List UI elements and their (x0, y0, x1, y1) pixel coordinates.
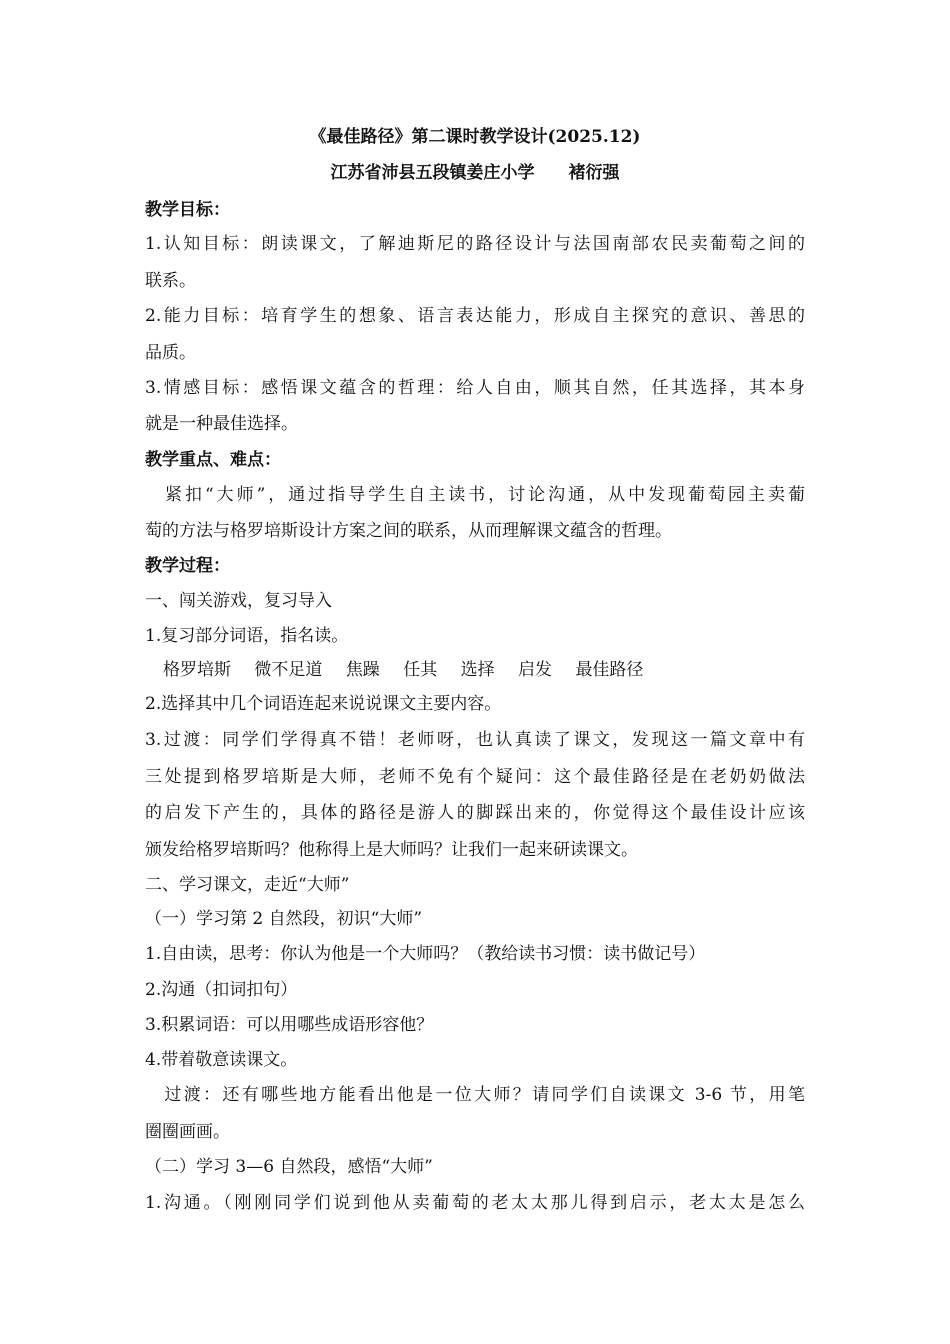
subsection-1-item-4: 4.带着敬意读课文。 (145, 1050, 298, 1070)
objectives-heading: 教学目标： (145, 200, 230, 220)
vocab-word: 格罗培斯 (163, 660, 231, 680)
vocab-word: 选择 (460, 660, 495, 680)
transition-line-1: 过渡：还有哪些地方能看出他是一位大师？请同学们自读课文 3-6 节，用笔 (145, 1085, 805, 1105)
objective-1-line-2: 联系。 (145, 271, 196, 291)
part-1-item-3-line-1: 3.过渡：同学们学得真不错！老师呀，也认真读了课文，发现这一篇文章中有 (145, 730, 805, 750)
transition-line-2: 圈圈画画。 (145, 1122, 230, 1142)
vocab-word: 微不足道 (254, 660, 323, 680)
author-line: 江苏省沛县五段镇姜庄小学 褚衍强 (330, 163, 620, 183)
vocab-word: 焦躁 (345, 660, 380, 680)
objective-3-line-2: 就是一种最佳选择。 (145, 414, 298, 434)
keypoints-line-1: 紧扣“大师”，通过指导学生自主读书，讨论沟通，从中发现葡萄园主卖葡 (145, 485, 805, 505)
part-1-item-3-line-3: 的启发下产生的，具体的路径是游人的脚踩出来的，你觉得这个最佳设计应该 (145, 803, 805, 823)
subsection-2-heading: （二）学习 3—6 自然段，感悟“大师” (145, 1157, 433, 1177)
keypoints-line-2: 萄的方法与格罗培斯设计方案之间的联系，从而理解课文蕴含的哲理。 (145, 521, 672, 541)
part-2-heading: 二、学习课文，走近“大师” (145, 875, 350, 895)
vocab-word: 任其 (403, 660, 438, 680)
keypoints-heading: 教学重点、难点： (145, 450, 281, 470)
vocab-word: 最佳路径 (575, 660, 644, 680)
objective-2-line-2: 品质。 (145, 343, 196, 363)
vocab-word: 启发 (518, 660, 553, 680)
subsection-1-heading: （一）学习第 2 自然段，初识“大师” (145, 909, 423, 929)
process-heading: 教学过程： (145, 556, 230, 576)
part-1-item-3-line-4: 颁发给格罗培斯吗？他称得上是大师吗？让我们一起来研读课文。 (145, 840, 638, 860)
document-title: 《最佳路径》第二课时教学设计(2025.12) (309, 127, 641, 147)
vocabulary-list (163, 659, 661, 681)
part-1-heading: 一、闯关游戏，复习导入 (145, 591, 332, 611)
subsection-1-item-2: 2.沟通（扣词扣句） (145, 980, 298, 1000)
part-1-item-1: 1.复习部分词语，指名读。 (145, 626, 349, 646)
part-1-item-2: 2.选择其中几个词语连起来说说课文主要内容。 (145, 694, 502, 714)
objective-2-line-1: 2.能力目标：培育学生的想象、语言表达能力，形成自主探究的意识、善思的 (145, 306, 805, 326)
objective-1-line-1: 1.认知目标：朗读课文，了解迪斯尼的路径设计与法国南部农民卖葡萄之间的 (145, 234, 805, 254)
subsection-1-item-1: 1.自由读，思考：你认为他是一个大师吗？（教给读书习惯：读书做记号） (145, 944, 706, 964)
part-1-item-3-line-2: 三处提到格罗培斯是大师，老师不免有个疑问：这个最佳路径是在老奶奶做法 (145, 767, 805, 787)
subsection-2-item-1: 1.沟通。（刚刚同学们说到他从卖葡萄的老太太那儿得到启示，老太太是怎么 (145, 1193, 805, 1213)
subsection-1-item-3: 3.积累词语：可以用哪些成语形容他？ (145, 1015, 434, 1035)
objective-3-line-1: 3.情感目标：感悟课文蕴含的哲理：给人自由，顺其自然，任其选择，其本身 (145, 378, 805, 398)
